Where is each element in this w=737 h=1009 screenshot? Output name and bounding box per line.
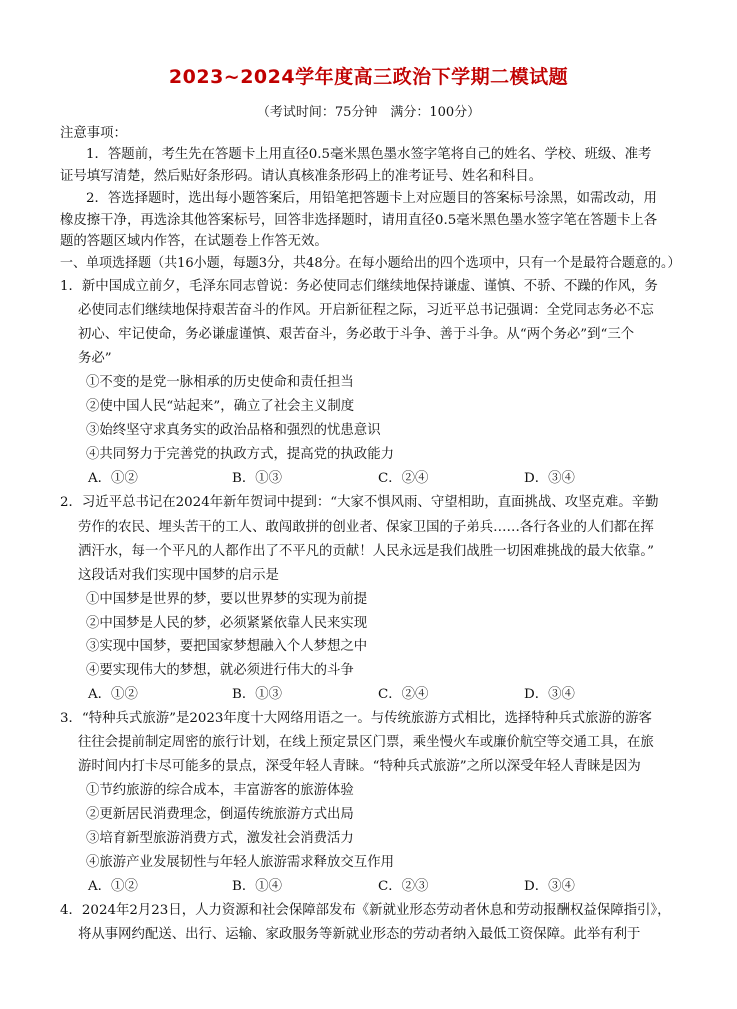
question-2-stem: 洒汗水，每一个平凡的人都作出了不平凡的贡献！人民永远是我们战胜一切困难挑战的最大依靠。” [78, 544, 654, 559]
question-3-item: ③培育新型旅游消费方式，激发社会消费活力 [86, 831, 354, 846]
question-2-item: ①中国梦是世界的梦，要以世界梦的实现为前提 [86, 592, 368, 607]
notice-line: 题的答题区域内作答，在试题卷上作答无效。 [60, 234, 328, 249]
question-2-option-c: C．②④ [378, 687, 429, 702]
question-3-item: ①节约旅游的综合成本，丰富游客的旅游体验 [86, 783, 354, 798]
notice-line: 证号填写清楚，然后贴好条形码。请认真核准条形码上的准考证号、姓名和科目。 [60, 169, 543, 184]
question-4-stem: 4．2024年2月23日，人力资源和社会保障部发布《新就业形态劳动者休息和劳动报酬权益保障指引》， [60, 903, 671, 918]
question-3-option-a: A．①② [88, 879, 138, 894]
question-3-option-d: D．③④ [524, 879, 575, 894]
section-heading: 一、单项选择题（共16小题，每题3分，共48分。在每小题给出的四个选项中，只有一个是最符合题意的。） [60, 256, 681, 271]
question-1-option-a: A．①② [88, 471, 138, 486]
question-4-stem: 将从事网约配送、出行、运输、家政服务等新就业形态的劳动者纳入最低工资保障。此举有利于 [78, 927, 641, 942]
question-3-item: ④旅游产业发展韧性与年轻人旅游需求释放交互作用 [86, 855, 394, 870]
question-2-item: ④要实现伟大的梦想，就必须进行伟大的斗争 [86, 663, 354, 678]
question-1-item: ②使中国人民“站起来”，确立了社会主义制度 [86, 399, 355, 414]
question-3-option-b: B．①④ [232, 879, 283, 894]
notice-line: 2．答选择题时，选出每小题答案后，用铅笔把答题卡上对应题目的答案标号涂黑，如需改动，用 [86, 191, 657, 206]
question-2-option-a: A．①② [88, 687, 138, 702]
question-2-stem: 2．习近平总书记在2024年新年贺词中提到：“大家不惧风雨、守望相助，直面挑战、攻坚克难。辛勤 [60, 495, 659, 510]
exam-info: （考试时间：75分钟 满分：100分） [256, 105, 481, 120]
question-1-option-c: C．②④ [378, 471, 429, 486]
question-2-option-b: B．①③ [232, 687, 283, 702]
page-title: 2023~2024学年度高三政治下学期二模试题 [168, 66, 569, 88]
question-1-stem: 初心、牢记使命，务必谦虚谨慎、艰苦奋斗，务必敢于斗争、善于斗争。从“两个务必”到“三个 [78, 327, 635, 342]
question-3-option-c: C．②③ [378, 879, 429, 894]
question-1-stem: 务必” [78, 351, 112, 366]
question-1-item: ③始终坚守求真务实的政治品格和强烈的忧患意识 [86, 423, 381, 438]
question-1-option-d: D．③④ [524, 471, 575, 486]
question-2-stem: 这段话对我们实现中国梦的启示是 [78, 568, 279, 583]
notice-line: 橡皮擦干净，再选涂其他答案标号，回答非选择题时，请用直径0.5毫米黑色墨水签字笔在答题卡上各 [60, 213, 658, 228]
question-3-stem: 游时间内打卡尽可能多的景点，深受年轻人青睐。“特种兵式旅游”之所以深受年轻人青睐是因为 [78, 759, 641, 774]
question-2-stem: 劳作的农民、埋头苦干的工人、敢闯敢拼的创业者、保家卫国的子弟兵……各行各业的人们都在挥 [78, 520, 654, 535]
notice-heading: 注意事项： [60, 126, 127, 141]
question-2-option-d: D．③④ [524, 687, 575, 702]
notice-line: 1．答题前，考生先在答题卡上用直径0.5毫米黑色墨水签字笔将自己的姓名、学校、班级、准考 [86, 147, 652, 162]
question-1-stem: 必使同志们继续地保持艰苦奋斗的作风。开启新征程之际，习近平总书记强调：全党同志务必不忘 [78, 303, 654, 318]
question-1-stem: 1．新中国成立前夕，毛泽东同志曾说：务必使同志们继续地保持谦虚、谨慎、不骄、不躁的作风，务 [60, 279, 658, 294]
question-3-item: ②更新居民消费理念，倒逼传统旅游方式出局 [86, 807, 354, 822]
question-1-item: ④共同努力于完善党的执政方式，提高党的执政能力 [86, 447, 394, 462]
question-3-stem: 往往会提前制定周密的旅行计划，在线上预定景区门票，乘坐慢火车或廉价航空等交通工具，在旅 [78, 735, 654, 750]
question-1-option-b: B．①③ [232, 471, 283, 486]
question-2-item: ③实现中国梦，要把国家梦想融入个人梦想之中 [86, 639, 368, 654]
question-1-item: ①不变的是党一脉相承的历史使命和责任担当 [86, 375, 354, 390]
question-3-stem: 3．“特种兵式旅游”是2023年度十大网络用语之一。与传统旅游方式相比，选择特种兵式旅游的游客 [60, 711, 652, 726]
question-2-item: ②中国梦是人民的梦，必须紧紧依靠人民来实现 [86, 616, 368, 631]
